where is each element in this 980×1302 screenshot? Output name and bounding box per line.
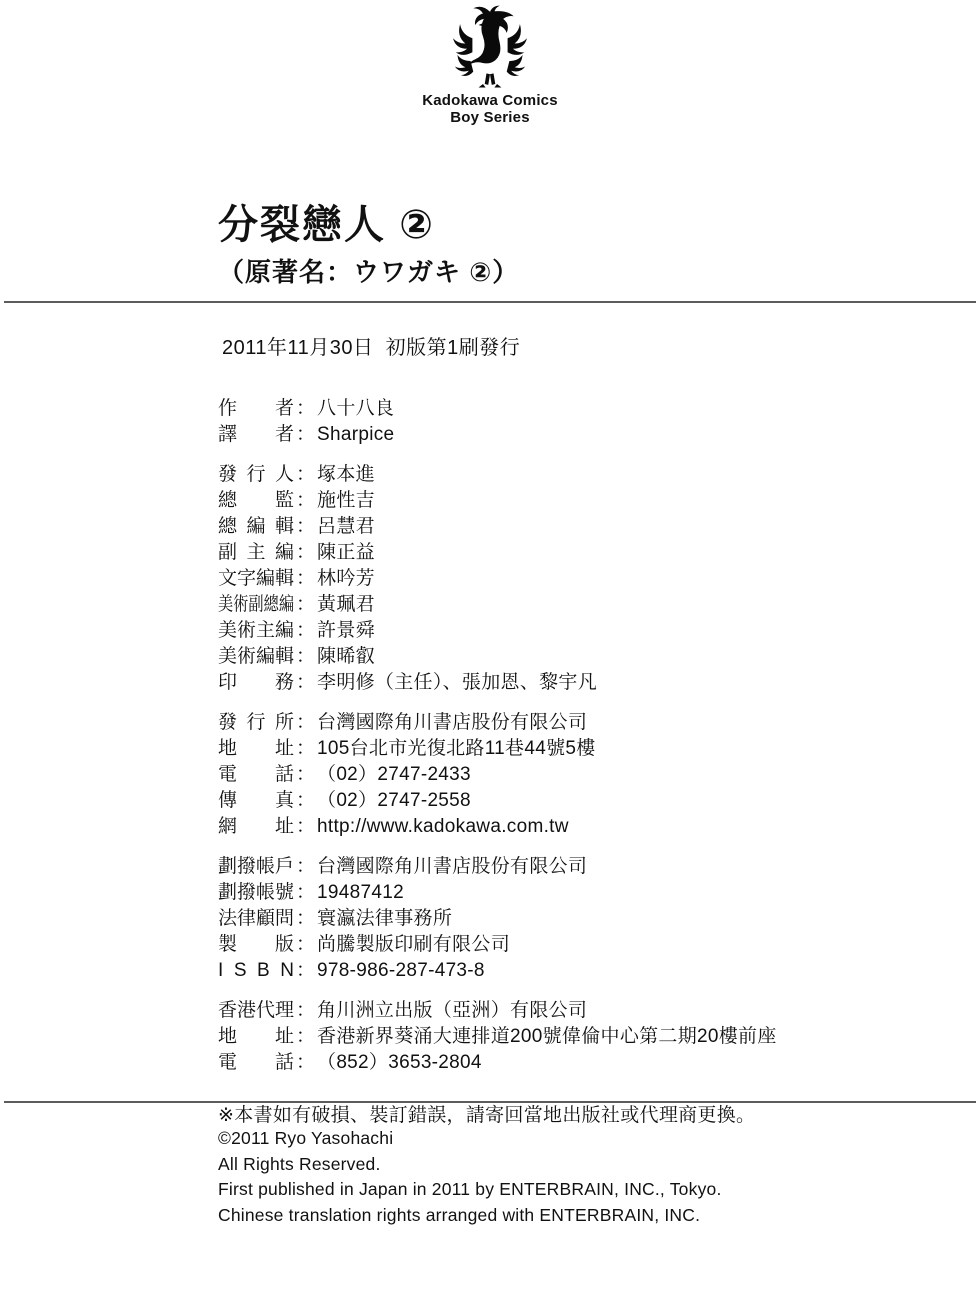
credit-value: 許景舜 [317, 620, 375, 641]
divider-top [4, 301, 976, 303]
credit-value: 施性吉 [317, 490, 375, 511]
credit-value: 角川洲立出版（亞洲）有限公司 [317, 1000, 588, 1021]
credit-label: 美 術 副 總 編 [218, 594, 295, 615]
series-name-line2: Boy Series [450, 109, 530, 126]
credit-colon: ： [296, 424, 316, 445]
credit-value: （02）2747-2558 [317, 790, 471, 811]
credit-value: 978-986-287-473-8 [317, 960, 485, 981]
credit-row [218, 710, 777, 736]
credit-label: 劃 撥 帳 戶 [218, 856, 295, 877]
credit-row [218, 1024, 777, 1050]
credit-row [218, 762, 777, 788]
copyright-line: Chinese translation rights arranged with ENTERBRAIN, INC. [218, 1204, 701, 1225]
credit-value: （852）3653-2804 [317, 1052, 482, 1073]
credit-label: 電 話 [218, 1052, 294, 1073]
credit-row [218, 618, 777, 644]
title-block [218, 202, 519, 289]
credit-colon: ： [296, 960, 316, 981]
credit-row [218, 880, 777, 906]
credit-colon: ： [296, 764, 316, 785]
damage-notice: ※本書如有破損、裝訂錯誤，請寄回當地出版社或代理商更換。 [218, 1105, 756, 1126]
credit-group [218, 998, 777, 1076]
credit-value: 陳正益 [317, 542, 375, 563]
credit-colon: ： [296, 568, 316, 589]
credit-value: 林吟芳 [317, 568, 375, 589]
credit-colon: ： [296, 516, 316, 537]
credit-row [218, 670, 777, 696]
credit-value: http://www.kadokawa.com.tw [317, 816, 569, 837]
credit-label: 網 址 [218, 816, 294, 837]
credit-label: 印 務 [218, 672, 294, 693]
credit-colon: ： [296, 738, 316, 759]
credit-label: 美 術 主 編 [218, 620, 295, 641]
credit-label: 譯 者 [218, 424, 294, 445]
phoenix-icon [446, 2, 534, 92]
credit-value: 香港新界葵涌大連排道200號偉倫中心第二期20樓前座 [317, 1026, 777, 1047]
credit-value: 呂慧君 [317, 516, 375, 537]
credit-label: 總 監 [218, 490, 294, 511]
credit-label: 香 港 代 理 [218, 1000, 295, 1021]
credit-colon: ： [296, 712, 316, 733]
credit-colon: ： [296, 1052, 316, 1073]
credit-row [218, 932, 777, 958]
credit-colon: ： [296, 882, 316, 903]
credit-colon: ： [296, 672, 316, 693]
credit-value: 塚本進 [317, 464, 375, 485]
credit-label: 劃 撥 帳 號 [218, 882, 295, 903]
credit-label: 製 版 [218, 934, 294, 955]
credit-row [218, 814, 777, 840]
original-title: （原著名：ウワガキ ②） [218, 257, 520, 287]
credit-group [218, 462, 777, 696]
copyright-line: All Rights Reserved. [218, 1153, 381, 1174]
credit-group [218, 396, 777, 448]
credit-group [218, 854, 777, 984]
credit-group [218, 710, 777, 840]
credit-colon: ： [296, 934, 316, 955]
credit-label: 電 話 [218, 764, 294, 785]
credit-label: 地 址 [218, 738, 294, 759]
credit-row [218, 422, 777, 448]
copyright-line: First published in Japan in 2011 by ENTERBRAIN, INC., Tokyo. [218, 1179, 722, 1199]
credit-label: 文 字 編 輯 [218, 568, 295, 589]
credit-row [218, 906, 777, 932]
credit-label: 發 行 所 [218, 712, 294, 733]
divider-bottom [4, 1101, 976, 1103]
credit-row [218, 644, 777, 670]
credit-label: 傳 真 [218, 790, 294, 811]
series-logo-block [0, 2, 980, 126]
credits-list [218, 396, 777, 1127]
credit-row [218, 958, 777, 984]
credit-value: 寰瀛法律事務所 [317, 908, 453, 929]
credit-colon: ： [296, 620, 316, 641]
credit-label: 地 址 [218, 1026, 294, 1047]
credit-row [218, 1050, 777, 1076]
credit-row [218, 462, 777, 488]
credit-row [218, 854, 777, 880]
credit-colon: ： [296, 398, 316, 419]
credit-value: 台灣國際角川書店股份有限公司 [317, 856, 588, 877]
credit-row [218, 788, 777, 814]
credit-value: Sharpice [317, 424, 395, 445]
copyright-line: ©2011 Ryo Yasohachi [218, 1128, 394, 1148]
credit-row [218, 592, 777, 618]
credit-colon: ： [296, 464, 316, 485]
credit-row [218, 488, 777, 514]
credit-colon: ： [296, 816, 316, 837]
credit-colon: ： [296, 594, 316, 615]
credit-value: 105台北市光復北路11巷44號5樓 [317, 738, 596, 759]
copyright-block [218, 1126, 722, 1228]
credit-value: 李明修（主任）、張加恩、黎宇凡 [317, 672, 598, 693]
edition-date: 2011年11月30日 初版第1刷發行 [222, 337, 521, 359]
credit-label: 副 主 編 [218, 542, 294, 563]
credit-colon: ： [296, 542, 316, 563]
credit-colon: ： [296, 908, 316, 929]
credit-colon: ： [296, 790, 316, 811]
credit-label: 美 術 編 輯 [218, 646, 295, 667]
credit-colon: ： [296, 1026, 316, 1047]
credit-row [218, 514, 777, 540]
credit-value: 陳晞叡 [317, 646, 375, 667]
credit-row [218, 540, 777, 566]
credit-row [218, 998, 777, 1024]
credit-value: 台灣國際角川書店股份有限公司 [317, 712, 588, 733]
credit-label: 作 者 [218, 398, 294, 419]
credit-row [218, 736, 777, 762]
credit-row [218, 566, 777, 592]
credit-label: I S B N [218, 960, 294, 981]
credit-value: 19487412 [317, 882, 404, 903]
credit-colon: ： [296, 1000, 316, 1021]
credit-value: 黃珮君 [317, 594, 375, 615]
credit-colon: ： [296, 856, 316, 877]
book-title: 分裂戀人 ② [218, 203, 435, 247]
credit-value: 尚騰製版印刷有限公司 [317, 934, 511, 955]
credit-label: 發 行 人 [218, 464, 294, 485]
credit-colon: ： [296, 490, 316, 511]
credit-label: 法 律 顧 問 [218, 908, 295, 929]
credit-label: 總 編 輯 [218, 516, 294, 537]
credit-colon: ： [296, 646, 316, 667]
credit-value: （02）2747-2433 [317, 764, 471, 785]
series-name-line1: Kadokawa Comics [422, 92, 558, 109]
credit-row [218, 396, 777, 422]
credit-value: 八十八良 [317, 398, 395, 419]
